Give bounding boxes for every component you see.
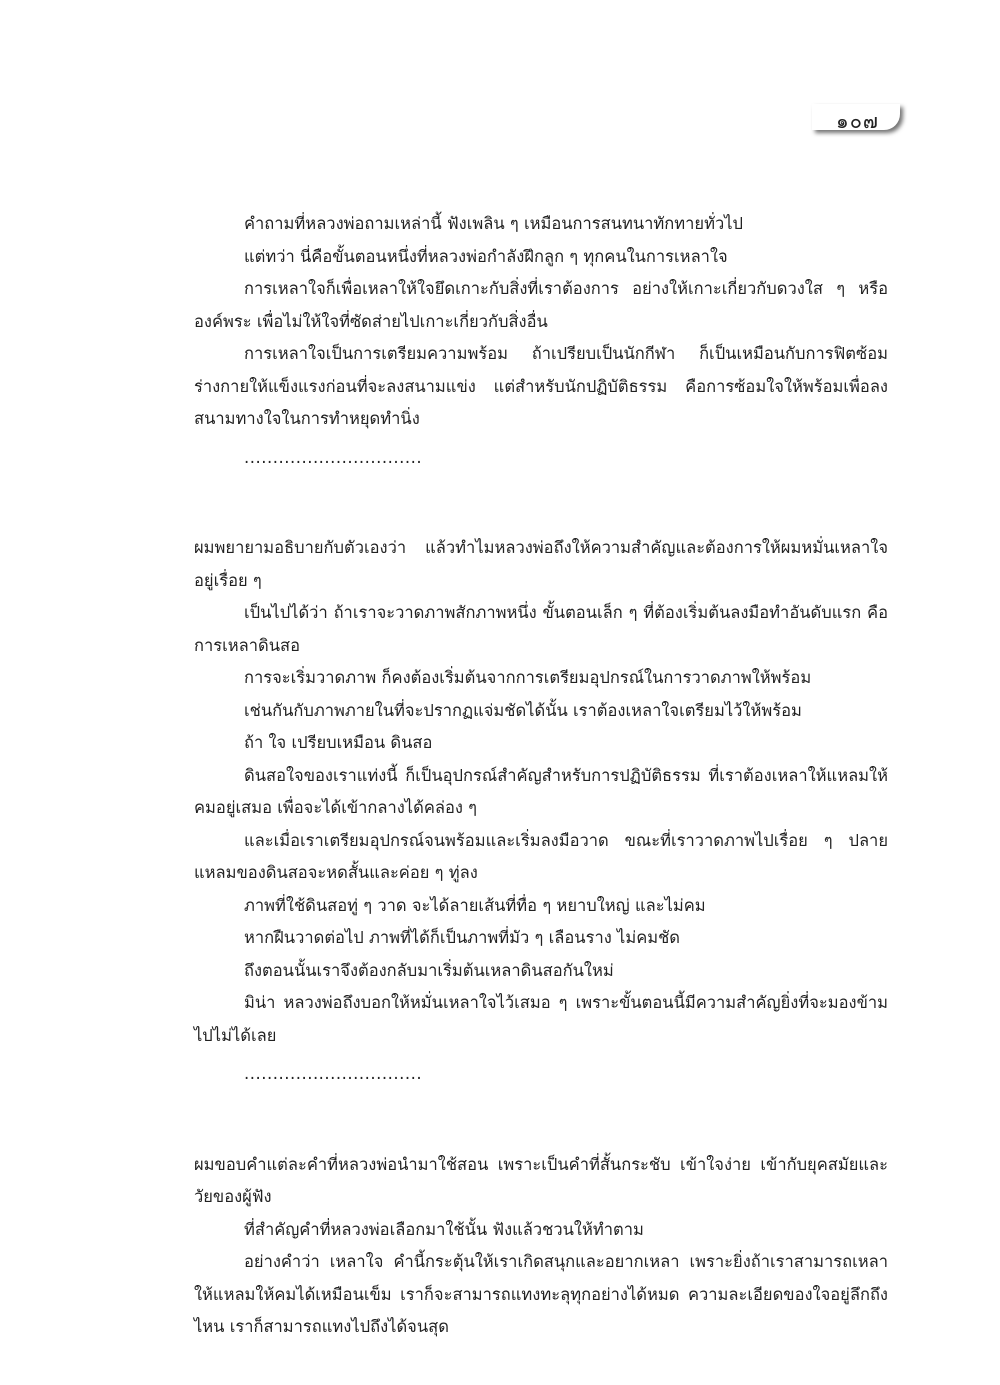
paragraph: การเหลาใจเป็นการเตรียมความพร้อม ถ้าเปรียบเป็นนักกีฬา ก็เป็นเหมือนกับการฟิตซ้อมร่างกายให้แข็งแรงก่อนที่จะลงสนามแข่ง แต่สำหรับนักปฏิบัติธรรม คือการซ้อมใจให้พร้อมเพื่อลงสนามทางใจในการทำหยุดทำนิ่ง bbox=[194, 344, 888, 428]
paragraph: การจะเริ่มวาดภาพ ก็คงต้องเริ่มต้นจากการเตรียมอุปกรณ์ในการวาดภาพให้พร้อม bbox=[244, 668, 812, 687]
paragraph: ผมพยายามอธิบายกับตัวเองว่า แล้วทำไมหลวงพ่อถึงให้ความสำคัญและต้องการให้ผมหมั่นเหลาใจอยู่เรื่อย ๆ bbox=[194, 538, 888, 590]
paragraph: ดินสอใจของเราแท่งนี้ ก็เป็นอุปกรณ์สำคัญสำหรับการปฏิบัติธรรม ที่เราต้องเหลาให้แหลมให้คมอยู่เสมอ เพื่อจะได้เข้ากลางได้คล่อง ๆ bbox=[194, 765, 888, 817]
paragraph: ที่สำคัญคำที่หลวงพ่อเลือกมาใช้นั้น ฟังแล้วชวนให้ทำตาม bbox=[244, 1219, 644, 1239]
section-separator-dots: ............................... bbox=[244, 447, 423, 467]
paragraph: หากฝืนวาดต่อไป ภาพที่ได้ก็เป็นภาพที่มัว ๆ เลือนราง ไม่คมชัด bbox=[244, 928, 681, 947]
page-number-tab bbox=[812, 104, 902, 134]
paragraph: คำถามที่หลวงพ่อถามเหล่านี้ ฟังเพลิน ๆ เหมือนการสนทนาทักทายทั่วไป bbox=[244, 214, 744, 233]
section-1 bbox=[194, 208, 888, 474]
paragraph: อย่างคำว่า เหลาใจ คำนี้กระตุ้นให้เราเกิดสนุกและอยากเหลา เพราะยิ่งถ้าเราสามารถเหลาให้แหลมให้คมได้เหมือนเข็ม เราก็จะสามารถแทงทะลุทุกอย่างได้หมด ความละเอียดของใจอยู่ลึกถึงไหน เราก็สามารถแทงไปถึงได้จนสุด bbox=[194, 1252, 888, 1336]
section-separator-dots: ............................... bbox=[244, 1064, 423, 1083]
section-3 bbox=[194, 1149, 888, 1344]
paragraph: ถ้า ใจ เปรียบเหมือน ดินสอ bbox=[244, 733, 433, 752]
section-2 bbox=[194, 532, 888, 1091]
paragraph: ถึงตอนนั้นเราจึงต้องกลับมาเริ่มต้นเหลาดินสอกันใหม่ bbox=[244, 960, 614, 980]
paragraph: แต่ทว่า นี่คือขั้นตอนหนึ่งที่หลวงพ่อกำลังฝึกลูก ๆ ทุกคนในการเหลาใจ bbox=[244, 246, 728, 266]
paragraph: และเมื่อเราเตรียมอุปกรณ์จนพร้อมและเริ่มลงมือวาด ขณะที่เราวาดภาพไปเรื่อย ๆ ปลายแหลมของดินสอจะหดสั้นและค่อย ๆ ทู่ลง bbox=[194, 830, 888, 882]
page-number: ๑๐๗ bbox=[836, 109, 879, 133]
document-body bbox=[194, 208, 888, 1344]
paragraph: ผมขอบคำแต่ละคำที่หลวงพ่อนำมาใช้สอน เพราะเป็นคำที่สั้นกระชับ เข้าใจง่าย เข้ากับยุคสมัยและวัยของผู้ฟัง bbox=[194, 1154, 888, 1206]
paragraph: ภาพที่ใช้ดินสอทู่ ๆ วาด จะได้ลายเส้นที่ทื่อ ๆ หยาบใหญ่ และไม่คม bbox=[244, 895, 706, 915]
paragraph: มิน่า หลวงพ่อถึงบอกให้หมั่นเหลาใจไว้เสมอ ๆ เพราะขั้นตอนนี้มีความสำคัญยิ่งที่จะมองข้ามไปไม่ได้เลย bbox=[194, 993, 888, 1045]
section-gap bbox=[194, 1091, 888, 1149]
section-gap bbox=[194, 474, 888, 532]
paragraph: เป็นไปได้ว่า ถ้าเราจะวาดภาพสักภาพหนึ่ง ขั้นตอนเล็ก ๆ ที่ต้องเริ่มต้นลงมือทำอันดับแรก คือ การเหลาดินสอ bbox=[194, 603, 888, 655]
paragraph: การเหลาใจก็เพื่อเหลาให้ใจยึดเกาะกับสิ่งที่เราต้องการ อย่างให้เกาะเกี่ยวกับดวงใส ๆ หรือองค์พระ เพื่อไม่ให้ใจที่ซัดส่ายไปเกาะเกี่ยวกับสิ่งอื่น bbox=[194, 279, 888, 331]
paragraph: เช่นกันกับภาพภายในที่จะปรากฏแจ่มชัดได้นั้น เราต้องเหลาใจเตรียมไว้ให้พร้อม bbox=[244, 700, 802, 720]
